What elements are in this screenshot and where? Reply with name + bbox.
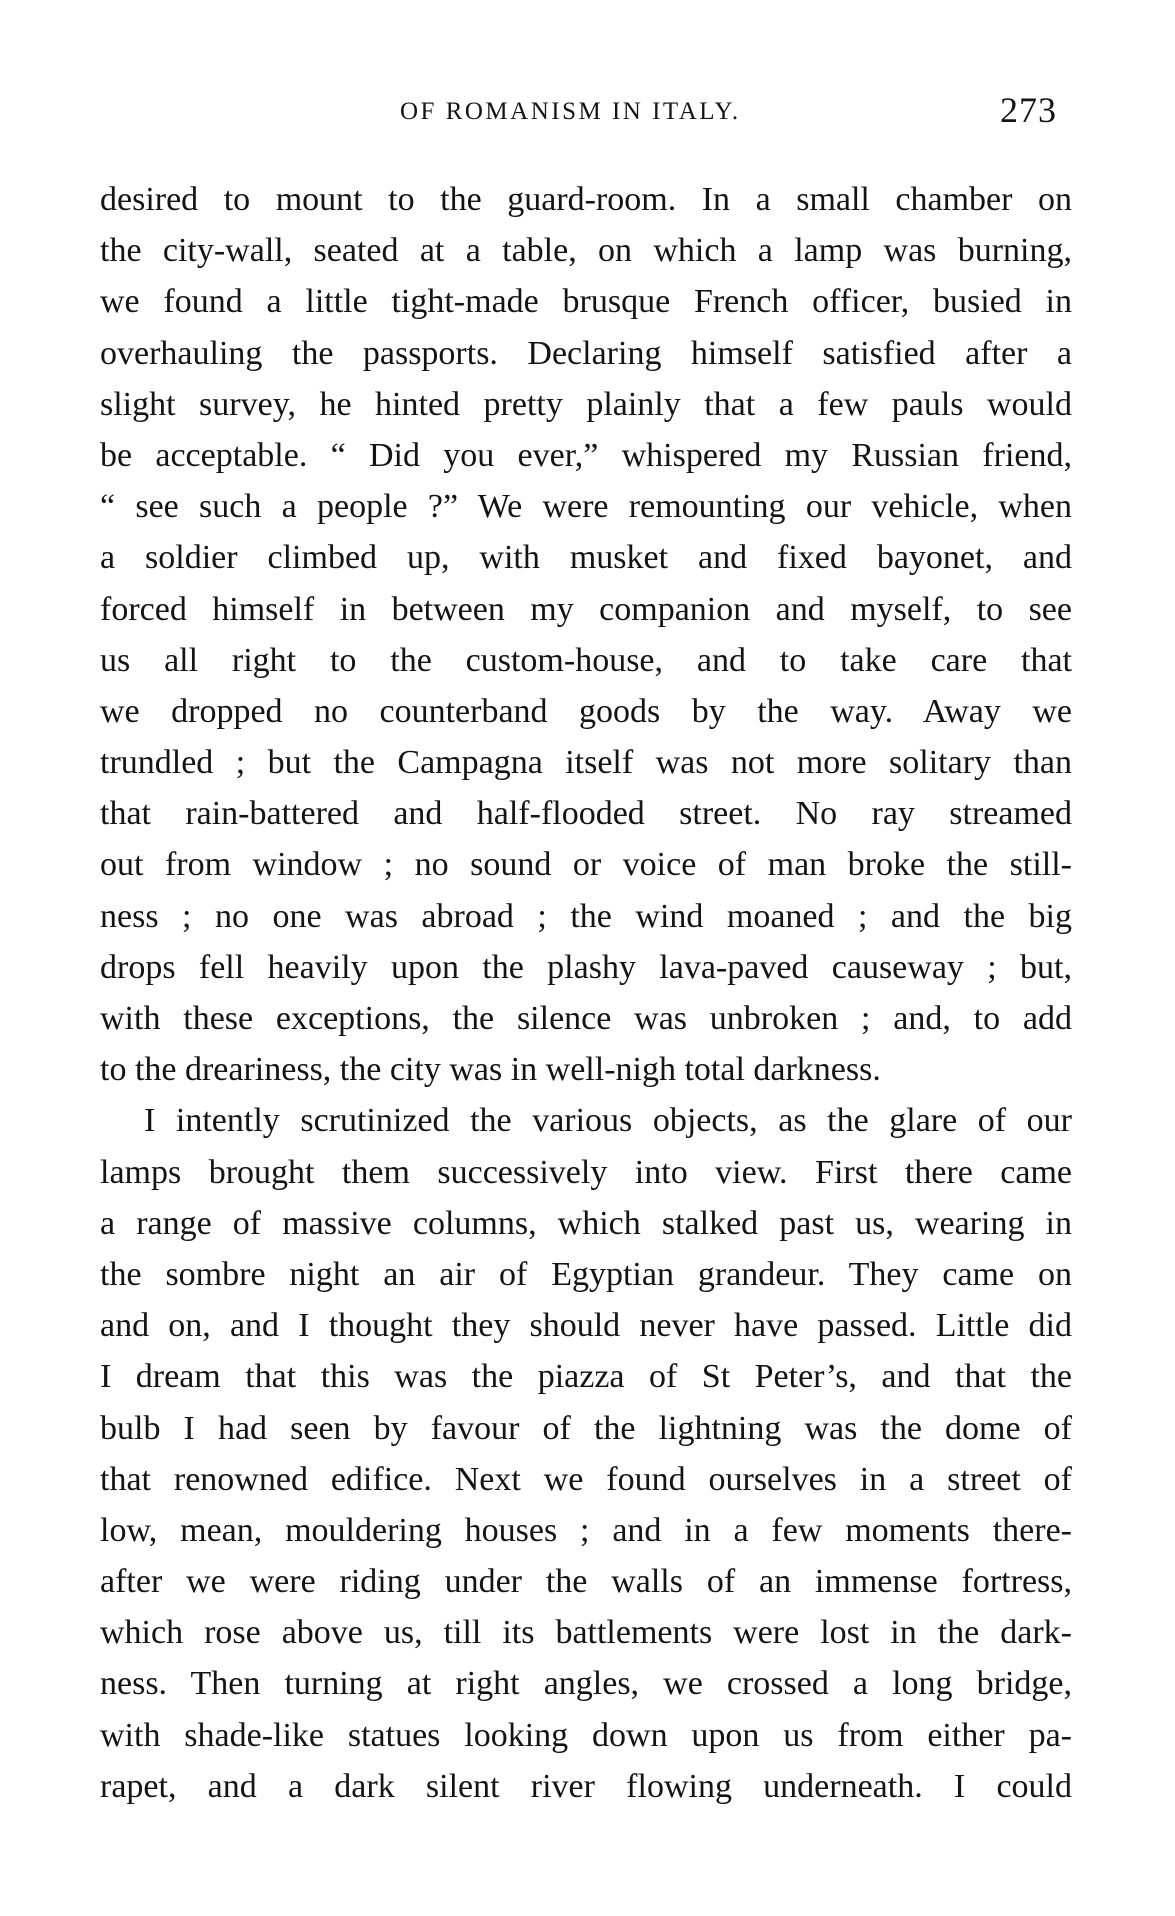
text-line: and on, and I thought they should never have passed. Little did — [100, 1307, 1072, 1345]
paragraph-2 — [100, 1095, 1072, 1812]
text-line: that rain-battered and half-flooded street. No ray streamed — [100, 795, 1072, 833]
text-line: that renowned edifice. Next we found ourselves in a street of — [100, 1460, 1072, 1498]
text-line: ness. Then turning at right angles, we crossed a long bridge, — [100, 1665, 1072, 1703]
text-line: forced himself in between my companion and myself, to see — [100, 590, 1072, 628]
running-title: OF ROMANISM IN ITALY. — [400, 98, 741, 125]
text-line: desired to mount to the guard-room. In a small chamber on — [100, 181, 1072, 218]
text-line: drops fell heavily upon the plashy lava-paved causeway ; but, — [100, 948, 1072, 986]
text-line: which rose above us, till its battlements were lost in the dark- — [100, 1614, 1072, 1652]
text-line: lamps brought them successively into view. First there came — [100, 1153, 1072, 1191]
text-line: we dropped no counterband goods by the way. Away we — [100, 692, 1072, 730]
text-line: we found a little tight-made brusque French officer, busied in — [100, 283, 1072, 321]
text-line: I intently scrutinized the various objects, as the glare of our — [144, 1102, 1072, 1140]
text-line: ness ; no one was abroad ; the wind moaned ; and the big — [100, 897, 1072, 935]
page-number: 273 — [1000, 90, 1057, 130]
text-line: “ see such a people ?” We were remounting our vehicle, when — [100, 488, 1072, 526]
text-line: bulb I had seen by favour of the lightning was the dome of — [100, 1409, 1072, 1447]
running-head — [0, 92, 1175, 132]
text-line: a range of massive columns, which stalked past us, wearing in — [100, 1204, 1072, 1242]
text-line: us all right to the custom-house, and to take care that — [100, 641, 1072, 679]
text-line: rapet, and a dark silent river flowing underneath. I could — [100, 1767, 1072, 1805]
text-line: trundled ; but the Campagna itself was not more solitary than — [100, 744, 1072, 782]
text-line: the city-wall, seated at a table, on which a lamp was burning, — [100, 232, 1072, 270]
body-text — [100, 174, 1072, 1812]
text-line: with shade-like statues looking down upon us from either pa- — [100, 1716, 1072, 1754]
text-line: the sombre night an air of Egyptian grandeur. They came on — [100, 1255, 1072, 1293]
text-line: slight survey, he hinted pretty plainly that a few pauls would — [100, 385, 1072, 423]
text-line: overhauling the passports. Declaring himself satisfied after a — [100, 334, 1072, 372]
text-line: low, mean, mouldering houses ; and in a few moments there- — [100, 1511, 1072, 1549]
text-line: be acceptable. “ Did you ever,” whispered my Russian friend, — [100, 436, 1072, 474]
text-line: to the dreariness, the city was in well-nigh total darkness. — [100, 1051, 881, 1089]
text-line: out from window ; no sound or voice of man broke the still- — [100, 846, 1072, 884]
text-line: I dream that this was the piazza of St Peter’s, and that the — [100, 1358, 1072, 1396]
text-line: with these exceptions, the silence was unbroken ; and, to add — [100, 1000, 1072, 1037]
paragraph-1 — [100, 174, 1072, 1095]
text-line: a soldier climbed up, with musket and fixed bayonet, and — [100, 539, 1072, 577]
text-line: after we were riding under the walls of an immense fortress, — [100, 1563, 1072, 1601]
